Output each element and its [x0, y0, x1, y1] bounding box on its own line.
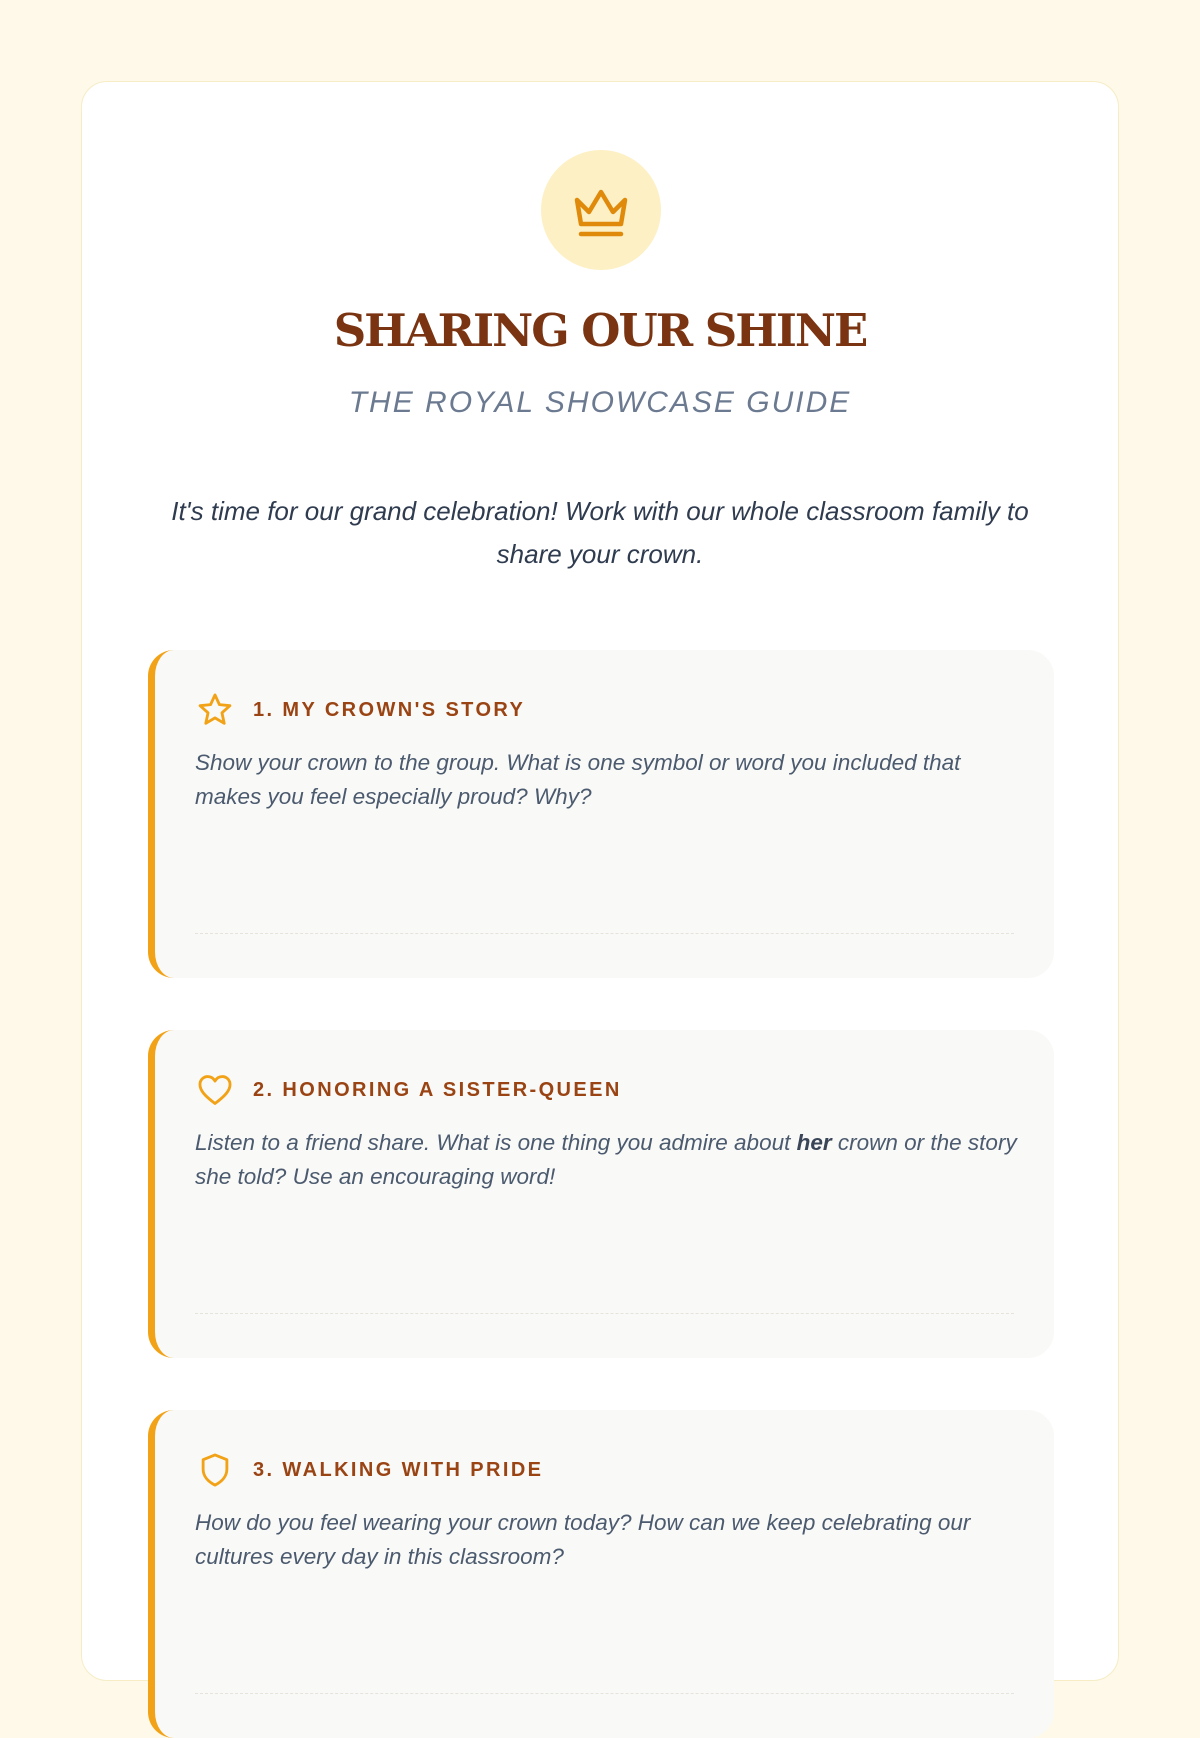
answer-line: [195, 933, 1014, 934]
crown-badge: [541, 150, 661, 270]
prompt-emphasis: her: [796, 1130, 832, 1155]
page-subtitle: THE ROYAL SHOWCASE GUIDE: [348, 386, 852, 419]
answer-line: [195, 1693, 1014, 1694]
showcase-card: [81, 81, 1119, 1681]
section-prompt: How do you feel wearing your crown today? How can we keep celebrating our cultures every day in this classroom?: [195, 1510, 971, 1569]
section-header: [195, 1070, 622, 1110]
section-title: 2. HONORING A SISTER-QUEEN: [253, 1078, 622, 1101]
section-honoring-sister-queen: [148, 1030, 1054, 1358]
star-icon: [195, 690, 235, 730]
answer-line: [195, 1313, 1014, 1314]
section-header: [195, 1450, 543, 1490]
section-prompt: [195, 1126, 1018, 1194]
shield-icon: [195, 1450, 235, 1490]
section-header: [195, 690, 525, 730]
section-walking-with-pride: [148, 1410, 1054, 1738]
crown-icon: [569, 178, 633, 242]
prompt-text-start: Listen to a friend share. What is one thing you admire about: [195, 1130, 797, 1155]
prompt-text-end: crown or the story she told? Use an encouraging word!: [195, 1130, 1017, 1189]
section-title: 1. MY CROWN'S STORY: [253, 698, 526, 721]
heart-icon: [195, 1070, 235, 1110]
intro-text: It's time for our grand celebration! Work with our whole classroom family to share your crown.: [171, 496, 1029, 569]
section-crown-story: [148, 650, 1054, 978]
section-prompt: Show your crown to the group. What is one symbol or word you included that makes you feel especially proud? Why?: [195, 750, 961, 809]
section-title: 3. WALKING WITH PRIDE: [253, 1458, 544, 1481]
page-title: SHARING OUR SHINE: [333, 304, 867, 357]
